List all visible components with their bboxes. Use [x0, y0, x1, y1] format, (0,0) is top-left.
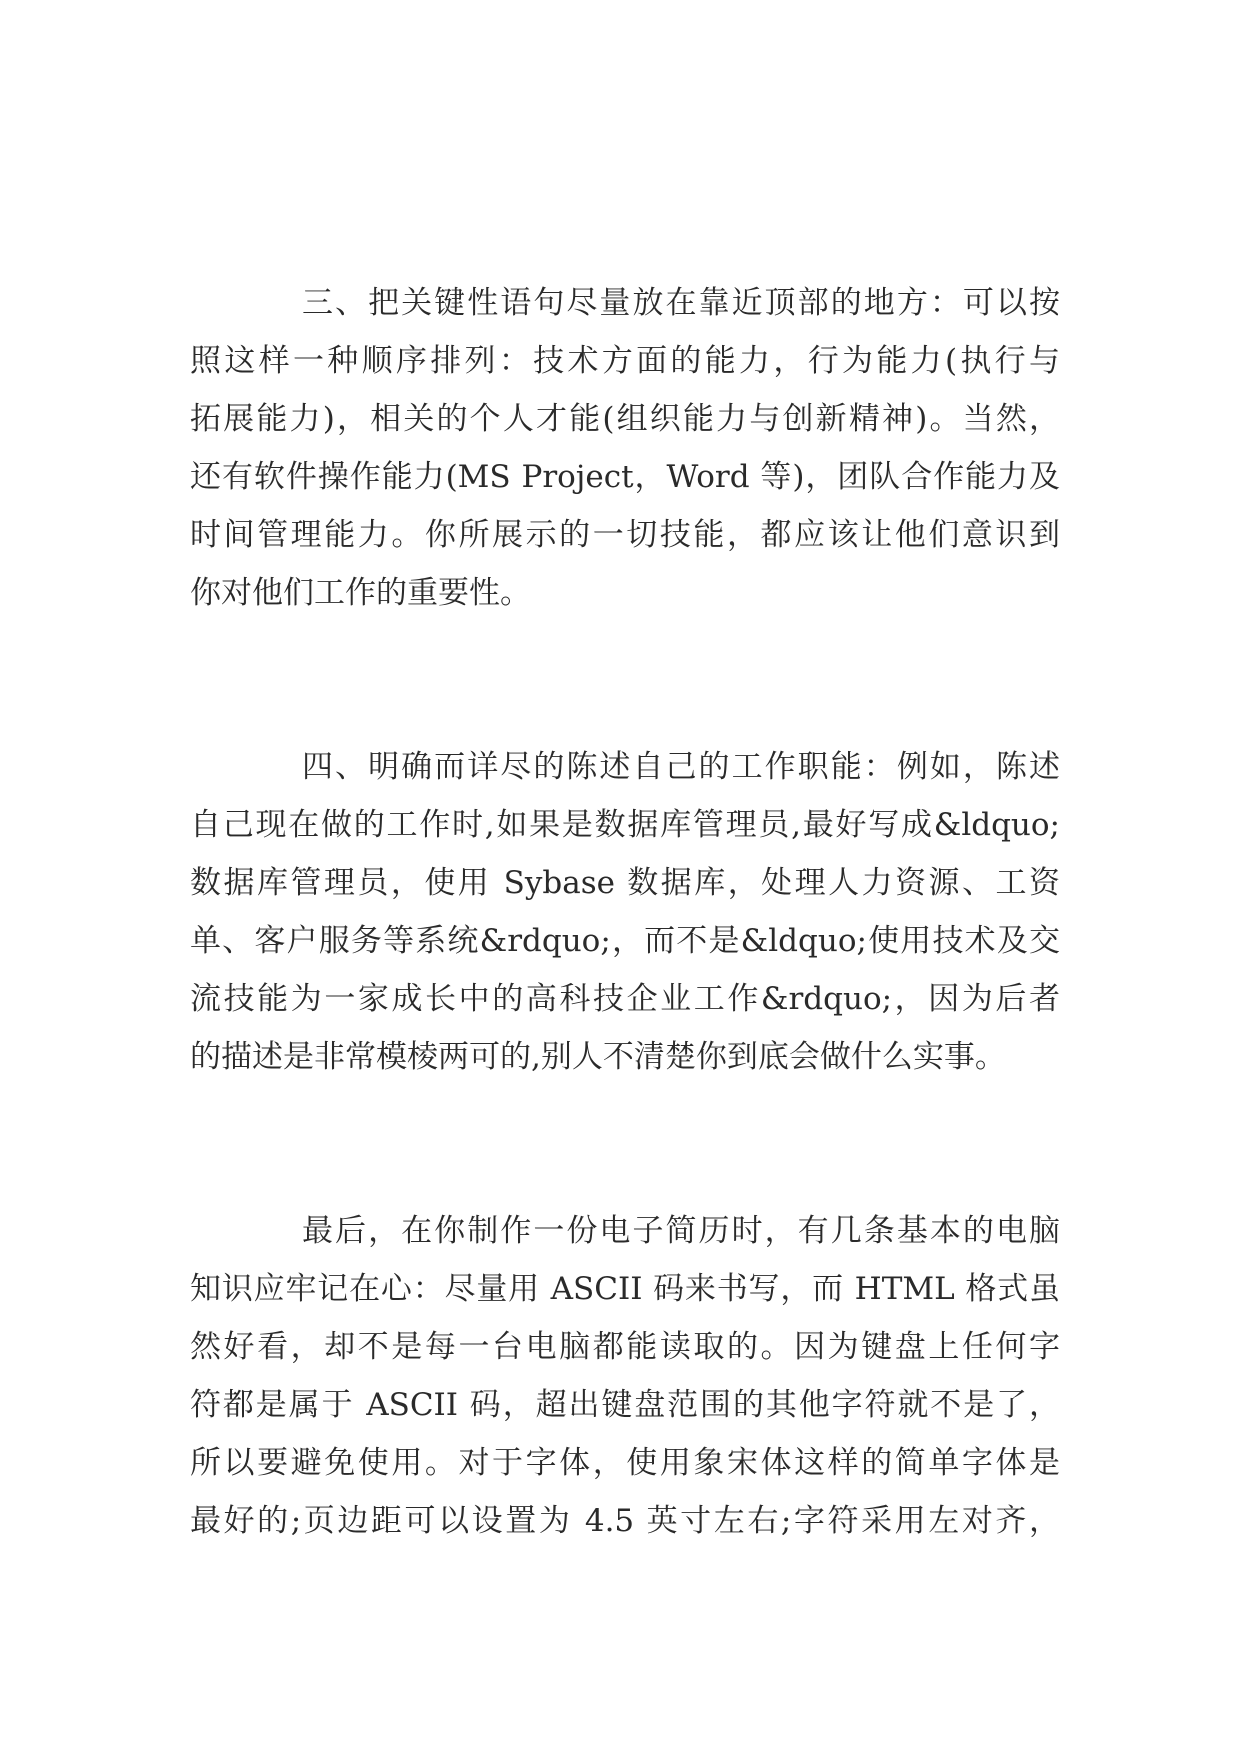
- paragraph-line: 流技能为一家成长中的高科技企业工作&rdquo;，因为后者: [190, 981, 1060, 1017]
- paragraph-line: 时间管理能力。你所展示的一切技能，都应该让他们意识到: [190, 517, 1060, 553]
- paragraph-line: 还有软件操作能力(MS Project，Word 等)，团队合作能力及: [190, 459, 1060, 495]
- paragraph-key-sentences: [190, 274, 1060, 622]
- paragraph-line: 四、明确而详尽的陈述自己的工作职能：例如，陈述: [302, 749, 1060, 785]
- paragraph-line: 符都是属于 ASCII 码，超出键盘范围的其他字符就不是了，: [190, 1387, 1060, 1423]
- paragraph-line: 所以要避免使用。对于字体，使用象宋体这样的简单字体是: [190, 1445, 1060, 1481]
- paragraph-line: 拓展能力)，相关的个人才能(组织能力与创新精神)。当然，: [190, 401, 1060, 437]
- paragraph-line: 数据库管理员，使用 Sybase 数据库，处理人力资源、工资: [190, 865, 1060, 901]
- paragraph-line: 单、客户服务等系统&rdquo;，而不是&ldquo;使用技术及交: [190, 923, 1060, 959]
- paragraph-line: 的描述是非常模棱两可的,别人不清楚你到底会做什么实事。: [190, 1039, 1006, 1075]
- paragraph-line: 照这样一种顺序排列：技术方面的能力，行为能力(执行与: [190, 343, 1060, 379]
- paragraph-line: 三、把关键性语句尽量放在靠近顶部的地方：可以按: [302, 285, 1060, 321]
- paragraph-line: 最后，在你制作一份电子简历时，有几条基本的电脑: [302, 1213, 1060, 1249]
- paragraph-line: 知识应牢记在心：尽量用 ASCII 码来书写，而 HTML 格式虽: [190, 1271, 1060, 1307]
- paragraph-line: 然好看，却不是每一台电脑都能读取的。因为键盘上任何字: [190, 1329, 1060, 1365]
- paragraph-line: 最好的;页边距可以设置为 4.5 英寸左右;字符采用左对齐，: [190, 1503, 1060, 1539]
- paragraph-line: 你对他们工作的重要性。: [190, 575, 531, 611]
- paragraph-electronic-resume: [190, 1202, 1060, 1550]
- paragraph-job-functions: [190, 738, 1060, 1086]
- paragraph-line: 自己现在做的工作时,如果是数据库管理员,最好写成&ldquo;: [190, 807, 1060, 843]
